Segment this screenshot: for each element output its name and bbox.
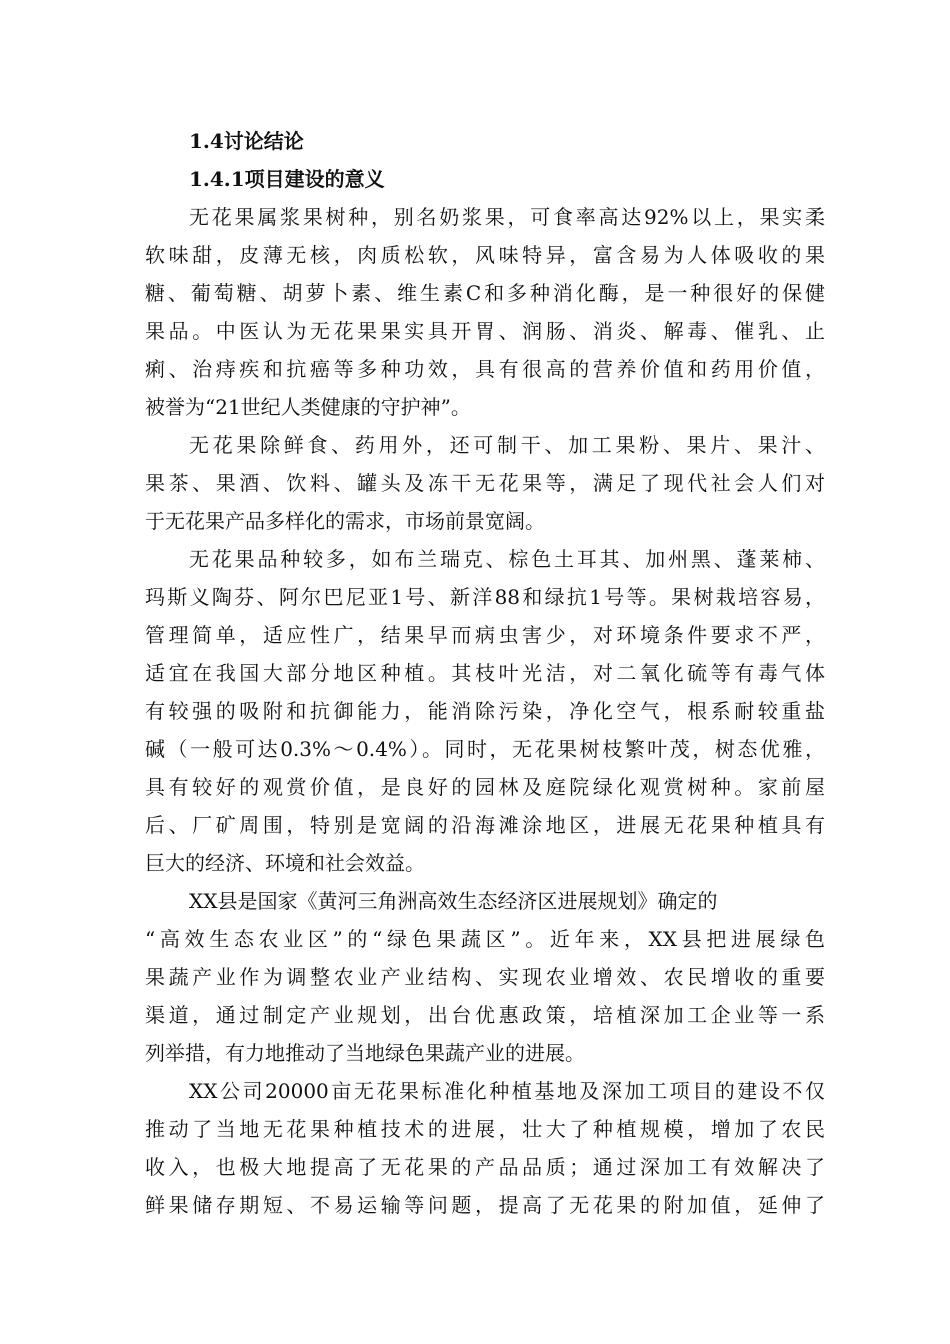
paragraph-line: 玛斯义陶芬、阿尔巴尼亚1号、新洋88和绿抗1号等。果树栽培容易， bbox=[145, 585, 825, 609]
paragraph-company-project bbox=[145, 1072, 825, 1224]
paragraph-line: 渠道，通过制定产业规划，出台优惠政策，培植深加工企业等一系 bbox=[145, 1003, 825, 1027]
paragraph-line: 有较强的吸附和抗御能力，能消除污染，净化空气，根系耐较重盐 bbox=[145, 699, 825, 723]
section-heading-1-4: 1.4讨论结论 bbox=[189, 129, 304, 153]
paragraph-line: 果品。中医认为无花果果实具开胃、润肠、消炎、解毒、催乳、止 bbox=[145, 319, 825, 343]
paragraph-line: 管理简单，适应性广，结果早而病虫害少，对环境条件要求不严， bbox=[145, 623, 825, 647]
paragraph-line: 糖、葡萄糖、胡萝卜素、维生素C和多种消化酶，是一种很好的保健 bbox=[145, 281, 825, 305]
paragraph-line: 收入，也极大地提高了无花果的产品品质；通过深加工有效解决了 bbox=[145, 1155, 825, 1179]
paragraph-line: 具有较好的观赏价值，是良好的园林及庭院绿化观赏树种。家前屋 bbox=[145, 775, 825, 799]
paragraph-fig-varieties bbox=[145, 540, 825, 882]
paragraph-line: 软味甜，皮薄无核，肉质松软，风味特异，富含易为人体吸收的果 bbox=[145, 243, 825, 267]
paragraph-county-plan bbox=[145, 882, 825, 1072]
paragraph-line: 无花果品种较多，如布兰瑞克、棕色土耳其、加州黑、蓬莱柿、 bbox=[189, 547, 825, 571]
paragraph-line: 后、厂矿周围，特别是宽阔的沿海滩涂地区，进展无花果种植具有 bbox=[145, 813, 825, 837]
paragraph-line: 痢、治痔疾和抗癌等多种功效，具有很高的营养价值和药用价值， bbox=[145, 357, 825, 381]
paragraph-line: “高效生态农业区”的“绿色果蔬区”。近年来，XX县把进展绿色 bbox=[145, 927, 825, 951]
paragraph-line: 碱（一般可达0.3%～0.4%）。同时，无花果树枝繁叶茂，树态优雅， bbox=[145, 737, 825, 761]
paragraph-line: 被誉为“21世纪人类健康的守护神”。 bbox=[145, 395, 471, 419]
document-page bbox=[145, 122, 825, 1224]
paragraph-fig-overview bbox=[145, 198, 825, 426]
paragraph-line: 适宜在我国大部分地区种植。其枝叶光洁，对二氧化硫等有毒气体 bbox=[145, 661, 825, 685]
paragraph-line: XX公司20000亩无花果标准化种植基地及深加工项目的建设不仅 bbox=[189, 1079, 825, 1103]
paragraph-line: 于无花果产品多样化的需求，市场前景宽阔。 bbox=[145, 509, 545, 533]
paragraph-fig-products bbox=[145, 426, 825, 540]
paragraph-line: 无花果属浆果树种，别名奶浆果，可食率高达92%以上，果实柔 bbox=[189, 205, 825, 229]
paragraph-line: 果蔬产业作为调整农业产业结构、实现农业增效、农民增收的重要 bbox=[145, 965, 825, 989]
paragraph-line: 巨大的经济、环境和社会效益。 bbox=[145, 851, 425, 875]
paragraph-line: 推动了当地无花果种植技术的进展，壮大了种植规模，增加了农民 bbox=[145, 1117, 825, 1141]
paragraph-line: 列举措，有力地推动了当地绿色果蔬产业的进展。 bbox=[145, 1041, 585, 1065]
section-heading-1-4-1: 1.4.1项目建设的意义 bbox=[189, 167, 385, 191]
paragraph-line: XX县是国家《黄河三角洲高效生态经济区进展规划》确定的 bbox=[189, 889, 718, 913]
paragraph-line: 鲜果储存期短、不易运输等问题，提高了无花果的附加值，延伸了 bbox=[145, 1193, 825, 1217]
paragraph-line: 果茶、果酒、饮料、罐头及冻干无花果等，满足了现代社会人们对 bbox=[145, 471, 825, 495]
paragraph-line: 无花果除鲜食、药用外，还可制干、加工果粉、果片、果汁、 bbox=[189, 433, 825, 457]
